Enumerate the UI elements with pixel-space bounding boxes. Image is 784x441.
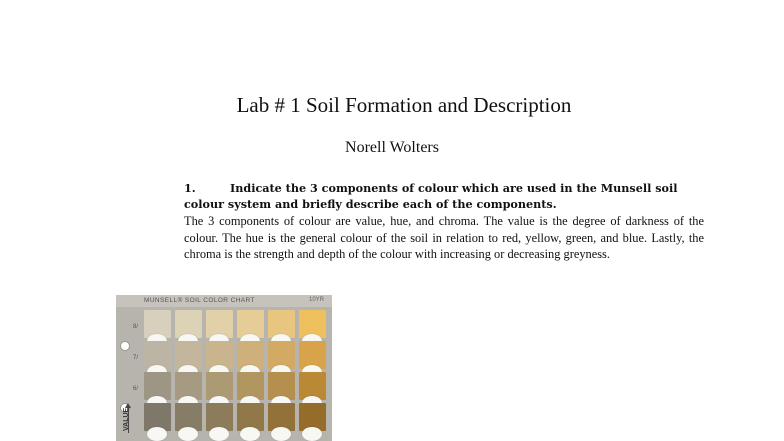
munsell-color-chart-image: [116, 295, 332, 441]
value-label: 7/: [133, 355, 139, 361]
question-number: 1.: [184, 181, 196, 195]
chart-code: 10YR: [308, 297, 324, 303]
author-name: Norell Wolters: [345, 139, 439, 156]
chip-hole: [178, 427, 198, 441]
chip-hole: [302, 427, 322, 441]
chart-header: [116, 295, 332, 307]
chip-hole: [271, 427, 291, 441]
binder-hole: [120, 341, 130, 351]
chip-hole: [240, 427, 260, 441]
chip-hole: [147, 427, 167, 441]
page-title: Lab # 1 Soil Formation and Description: [236, 93, 572, 117]
question-1: [184, 180, 704, 212]
chart-title: MUNSELL® SOIL COLOR CHART: [144, 297, 255, 304]
answer-paragraph: The 3 components of colour are value, hue, and chroma. The value is the degree of darkness of the colour. The hue is the general colour of the soil in relation to red, yellow, green, and blue. Lastly, the chroma is the strength and depth of the colour with increasing or decreasing greyness.: [184, 214, 704, 261]
question-text: Indicate the 3 components of colour which are used in the Munsell soil colour system and briefly describe each of the components.: [184, 181, 678, 211]
value-axis-label: VALUE: [123, 407, 130, 431]
value-label: 8/: [133, 324, 139, 330]
value-label: 6/: [133, 386, 139, 392]
value-axis-arrow: [123, 403, 133, 441]
chip-hole: [209, 427, 229, 441]
